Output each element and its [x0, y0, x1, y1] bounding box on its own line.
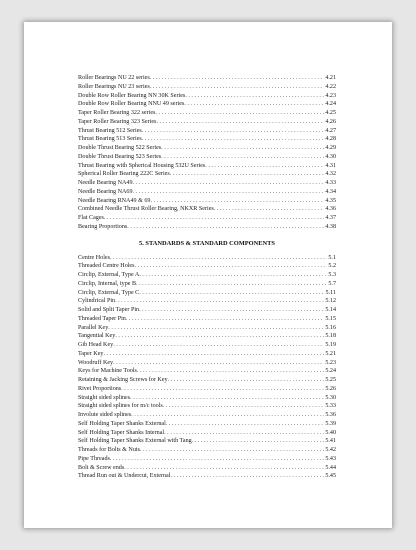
toc-entry — [78, 367, 336, 376]
toc-entry — [78, 437, 336, 446]
toc-entry-page: 5.40 — [325, 429, 336, 436]
toc-entry-title: Double Row Roller Bearing NN 30K Series — [78, 92, 186, 99]
toc-entry-page: 5.30 — [325, 394, 336, 401]
toc-entry-page: 5.21 — [325, 350, 336, 357]
toc-entry — [78, 271, 336, 280]
dot-leader — [163, 402, 325, 411]
toc-entry-page: 4.33 — [325, 180, 336, 186]
toc-entry-title: Gib Head Key — [78, 342, 114, 348]
toc-entry-page: 4.37 — [325, 215, 336, 221]
toc-entry — [78, 179, 336, 188]
toc-entry-page: 5.14 — [325, 307, 336, 313]
toc-entry-page: 5.7 — [328, 280, 336, 287]
toc-entry-title: Taper Roller Bearing 322 series — [78, 110, 156, 116]
toc-entry — [78, 170, 336, 179]
toc-entry — [78, 359, 336, 368]
toc-entry-page: 4.28 — [325, 136, 336, 143]
toc-entry — [78, 127, 336, 136]
dot-leader — [185, 92, 324, 101]
toc-entry-page: 5.2 — [328, 263, 336, 270]
toc-entry-title: Flat Cages — [78, 215, 104, 221]
dot-leader — [139, 271, 327, 280]
toc-entry — [78, 153, 336, 162]
dot-leader — [110, 455, 324, 464]
toc-entry-title: Bearing Proportions — [78, 223, 128, 230]
toc-entry-page: 5.39 — [325, 420, 336, 427]
toc-entry — [78, 332, 336, 341]
dot-leader — [124, 464, 324, 473]
toc-entry-page: 4.35 — [325, 197, 336, 204]
toc-entry — [78, 118, 336, 127]
dot-leader — [155, 109, 324, 118]
toc-entry-page: 5.43 — [325, 455, 336, 462]
dot-leader — [115, 332, 324, 341]
document-page — [24, 22, 392, 528]
toc-entry — [78, 394, 336, 403]
toc-entry — [78, 429, 336, 438]
toc-entry-title: Thrust Bearing with Spherical Housing 532U Series — [78, 162, 206, 169]
toc-entry — [78, 341, 336, 350]
dot-leader — [184, 100, 324, 109]
toc-entry-page: 4.25 — [325, 110, 336, 116]
toc-entry — [78, 214, 336, 223]
toc-entry — [78, 262, 336, 271]
toc-entry — [78, 297, 336, 306]
toc-entry — [78, 188, 336, 197]
dot-leader — [113, 341, 324, 350]
dot-leader — [168, 376, 325, 385]
dot-leader — [214, 205, 325, 214]
toc-entry-title: Needle Bearing NA49 — [78, 180, 133, 186]
toc-entry-title: Spherical Roller Bearing 222C Series — [78, 171, 170, 178]
toc-entry — [78, 92, 336, 101]
toc-entry-page: 4.29 — [325, 145, 336, 151]
toc-entry-page: 5.26 — [325, 385, 336, 392]
toc-entry-page: 4.24 — [325, 101, 336, 108]
toc-entry — [78, 109, 336, 118]
toc-entry-page: 4.23 — [325, 92, 336, 99]
section-heading: 5. STANDARDS & STANDARD COMPONENTS — [139, 239, 275, 247]
toc-entry-title: Double Thrust Bearing 522 Series — [78, 145, 162, 151]
toc-entry-title: Combined Needle Thrust Roller Bearing, NKXR Series — [78, 206, 214, 213]
toc-entry-title: Involute sided splines — [78, 412, 132, 418]
dot-leader — [131, 411, 324, 420]
toc-entry — [78, 350, 336, 359]
dot-leader — [121, 385, 324, 394]
toc-entry-title: Double Thrust Bearing 523 Series — [78, 153, 162, 160]
toc-entry — [78, 472, 336, 481]
dot-leader — [126, 315, 324, 324]
dot-leader — [133, 179, 325, 188]
dot-leader — [115, 297, 324, 306]
toc-entry-title: Taper Key — [78, 350, 104, 357]
toc-entry — [78, 144, 336, 153]
toc-entry-page: 5.19 — [325, 342, 336, 348]
toc-entry-title: Threaded Taper Pin — [78, 315, 126, 322]
toc-entry — [78, 162, 336, 171]
dot-leader — [205, 162, 324, 171]
dot-leader — [127, 223, 324, 232]
toc-entry — [78, 315, 336, 324]
toc-entry-title: Self Holding Taper Shanks Internal — [78, 429, 165, 436]
toc-entry-title: Needle Bearing NA69 — [78, 188, 133, 195]
dot-leader — [142, 135, 325, 144]
dot-leader — [110, 254, 327, 263]
toc-entry-page: 5.1 — [328, 254, 336, 261]
toc-entry-page: 4.21 — [325, 75, 336, 81]
dot-leader — [164, 429, 324, 438]
toc-entry-title: Thread Run out & Undercut, External — [78, 473, 171, 480]
toc-entry-page: 5.3 — [328, 272, 336, 278]
toc-entry — [78, 197, 336, 206]
toc-entry-page: 5.44 — [325, 464, 336, 471]
toc-entry-title: Thrust Bearing 512 Series — [78, 127, 142, 134]
toc-entry-title: Woodruff Key — [78, 359, 114, 366]
toc-entry-page: 4.32 — [325, 171, 336, 178]
dot-leader — [113, 359, 324, 368]
toc-entry-title: Self Holding Taper Shanks External with Tang — [78, 438, 192, 445]
toc-entry — [78, 464, 336, 473]
toc-entry-page: 5.45 — [325, 473, 336, 480]
dot-leader — [104, 214, 324, 223]
toc-entry-page: 4.36 — [325, 206, 336, 213]
dot-leader — [170, 170, 325, 179]
dot-leader — [108, 324, 324, 333]
toc-entry — [78, 135, 336, 144]
toc-entry-title: Taper Roller Bearing 323 Series — [78, 118, 157, 125]
toc-entry-page: 5.25 — [325, 377, 336, 383]
dot-leader — [150, 74, 325, 83]
toc-entry-title: Double Row Roller Bearing NNU 49 series — [78, 101, 185, 108]
dot-leader — [137, 367, 324, 376]
toc-entry-page: 5.18 — [325, 333, 336, 340]
toc-entry-page: 4.31 — [325, 162, 336, 169]
toc-entry-page: 5.15 — [325, 315, 336, 322]
toc-section-4-list — [78, 74, 336, 232]
toc-entry-title: Centre Holes — [78, 254, 110, 261]
dot-leader — [139, 306, 324, 315]
dot-leader — [140, 446, 324, 455]
toc-entry-title: Pipe Threads — [78, 455, 110, 462]
toc-entry-title: Threads for Bolts & Nuts — [78, 447, 140, 453]
toc-entry-title: Parallel Key — [78, 324, 109, 331]
dot-leader — [150, 83, 325, 92]
toc-entry — [78, 205, 336, 214]
toc-entry — [78, 402, 336, 411]
toc-entry — [78, 223, 336, 232]
toc-entry — [78, 280, 336, 289]
dot-leader — [142, 127, 325, 136]
toc-entry-title: Roller Bearings NU 23 series — [78, 83, 150, 90]
dot-leader — [161, 144, 324, 153]
toc-entry-page: 5.33 — [325, 403, 336, 410]
toc-entry-title: Threaded Centre Holes — [78, 263, 135, 270]
toc-entry — [78, 324, 336, 333]
toc-entry — [78, 376, 336, 385]
toc-entry-title: Rivet Proportions — [78, 385, 122, 392]
dot-leader — [136, 280, 327, 289]
toc-entry — [78, 74, 336, 83]
toc-entry — [78, 83, 336, 92]
toc-entry-page: 5.24 — [325, 368, 336, 375]
toc-entry-title: Self Holding Taper Shanks External — [78, 420, 166, 427]
toc-entry — [78, 306, 336, 315]
toc-entry-page: 4.30 — [325, 153, 336, 160]
toc-entry-page: 5.36 — [325, 412, 336, 418]
toc-entry-page: 4.34 — [325, 188, 336, 195]
toc-entry-title: Roller Bearings NU 22 series — [78, 75, 150, 81]
toc-entry-page: 5.12 — [325, 298, 336, 305]
dot-leader — [166, 420, 325, 429]
toc-entry-page: 4.26 — [325, 118, 336, 125]
toc-entry — [78, 385, 336, 394]
toc-entry-title: Retaining & Jacking Screws for Key — [78, 377, 168, 383]
toc-entry-page: 5.23 — [325, 359, 336, 366]
toc-entry — [78, 254, 336, 263]
toc-entry-title: Circlip, Internal, type B — [78, 280, 137, 287]
toc-entry-page: 5.16 — [325, 324, 336, 331]
dot-leader — [103, 350, 324, 359]
toc-entry — [78, 100, 336, 109]
toc-entry-title: Bolt & Screw ends — [78, 464, 125, 471]
toc-entry-title: Thrust Bearing 513 Series — [78, 136, 142, 143]
toc-entry-title: Circlip, External, Type A — [78, 272, 140, 278]
dot-leader — [156, 118, 324, 127]
toc-entry-title: Solid and Split Taper Pin — [78, 307, 140, 313]
toc-section-5-list — [78, 254, 336, 482]
dot-leader — [130, 394, 324, 403]
dot-leader — [139, 289, 324, 298]
toc-entry — [78, 411, 336, 420]
dot-leader — [133, 188, 325, 197]
toc-entry — [78, 446, 336, 455]
toc-entry-page: 4.27 — [325, 127, 336, 134]
toc-entry-title: Tangential Key — [78, 333, 116, 340]
dot-leader — [170, 472, 324, 481]
dot-leader — [192, 437, 325, 446]
toc-entry-page: 4.38 — [325, 223, 336, 230]
toc-entry-title: Straight sided splines — [78, 394, 131, 401]
dot-leader — [161, 153, 324, 162]
toc-entry-page: 5.42 — [325, 447, 336, 453]
toc-entry-title: Needle Bearing RNA49 & 69 — [78, 197, 151, 204]
toc-entry-page: 5.11 — [325, 289, 336, 296]
dot-leader — [150, 197, 324, 206]
toc-entry-title: Cylindrical Pin — [78, 298, 116, 305]
toc-entry-page: 4.22 — [325, 83, 336, 90]
toc-entry-title: Circlip, External, Type C — [78, 289, 140, 296]
toc-entry-title: Straight sided splines for m/c tools — [78, 403, 163, 410]
toc-entry-page: 5.41 — [325, 438, 336, 445]
table-of-contents — [78, 74, 336, 481]
toc-entry — [78, 420, 336, 429]
toc-entry-title: Keys for Machine Tools — [78, 368, 137, 375]
toc-entry — [78, 455, 336, 464]
dot-leader — [135, 262, 328, 271]
toc-entry — [78, 289, 336, 298]
